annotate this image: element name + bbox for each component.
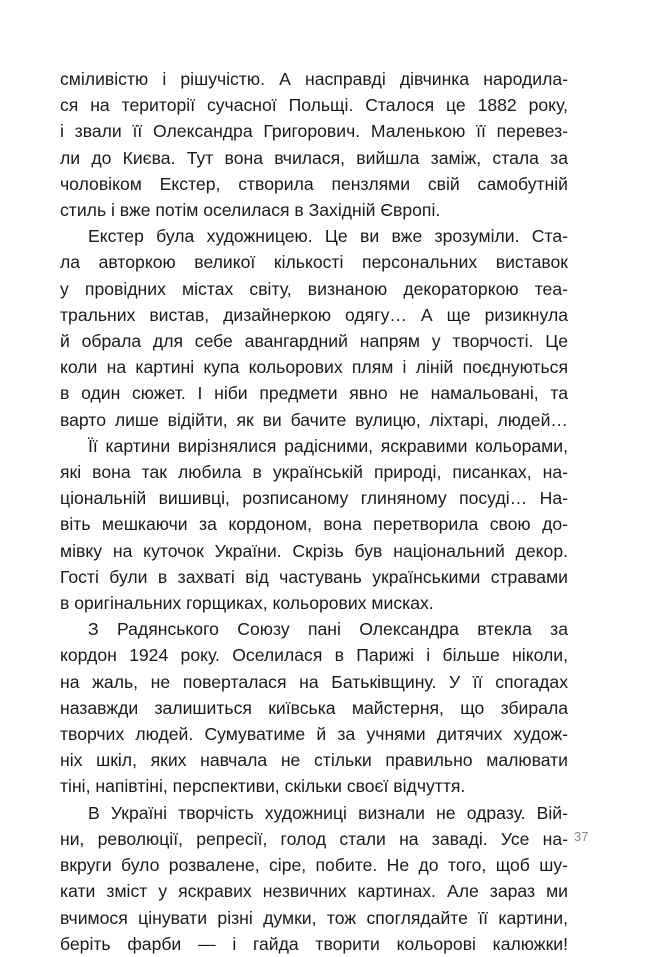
text-line: й обрала для себе авангардний напрям у творчості. Це — [60, 331, 568, 352]
text-line: творчих людей. Сумуватиме й за учнями дитячих худож- — [60, 724, 568, 745]
text-line: тіні, напівтіні, перспективи, скільки своєї відчуття. — [60, 776, 466, 797]
text-line: вчимося цінувати різні думки, тож споглядайте її картини, — [60, 907, 568, 928]
text-line: Екстер була художницею. Це ви вже зрозуміли. Ста- — [88, 226, 568, 247]
text-line: мівку на куточок України. Скрізь був національний декор. — [60, 540, 568, 561]
text-line: тральних вистав, дизайнеркою одягу… А ще ризикнула — [60, 304, 568, 325]
text-line: Гості були в захваті від частувань українськими стравами — [60, 566, 568, 587]
paragraph-2 — [60, 223, 568, 433]
text-line: на жаль, не поверталася на Батьківщину. У її спогадах — [60, 671, 568, 692]
text-line: варто лише відійти, як ви бачите вулицю, ліхтарі, людей… — [60, 409, 568, 430]
text-line: у провідних містах світу, визнаною декораторкою теа- — [60, 278, 568, 299]
text-line: беріть фарби — і гайда творити кольорові калюжки! — [60, 933, 568, 954]
page-number: 37 — [574, 829, 589, 844]
text-line: назавжди залишиться київська майстерня, що збирала — [60, 697, 568, 718]
text-line: ніх шкіл, яких навчала не стільки правильно малювати — [60, 750, 568, 771]
paragraph-3 — [60, 433, 568, 616]
text-line: ла авторкою великої кількості персональних виставок — [60, 252, 568, 273]
text-line: чоловіком Екстер, створила пензлями свій самобутній — [60, 173, 568, 194]
text-line: які вона так любила в українській природі, писанках, на- — [60, 462, 568, 483]
paragraph-1 — [60, 66, 568, 223]
text-line: кордон 1924 року. Оселилася в Парижі і більше ніколи, — [60, 645, 568, 666]
text-line: коли на картині купа кольорових плям і ліній поєднуються — [60, 357, 568, 378]
text-line: ся на території сучасної Польщі. Сталося це 1882 року, — [60, 95, 568, 116]
text-line: ли до Києва. Тут вона вчилася, вийшла заміж, стала за — [60, 147, 568, 168]
paragraph-5 — [60, 800, 568, 957]
paragraph-4 — [60, 616, 568, 799]
text-line: ціональній вишивці, розписаному глиняному посуді… На- — [60, 488, 568, 509]
text-line: Її картини вирізнялися радісними, яскравими кольорами, — [88, 435, 568, 456]
text-line: віть мешкаючи за кордоном, вона перетворила свою до- — [60, 514, 568, 535]
text-line: кати зміст у яскравих незвичних картинах. Але зараз ми — [60, 881, 568, 902]
text-line: в оригінальних горщиках, кольорових мисках. — [60, 593, 434, 614]
text-line: вкруги було розвалене, сіре, побите. Не до того, щоб шу- — [60, 855, 568, 876]
text-line: і звали її Олександра Григорович. Маленькою її перевез- — [60, 121, 568, 142]
text-line: стиль і вже потім оселилася в Західній Європі. — [60, 200, 441, 221]
text-line: сміливістю і рішучістю. А насправді дівчинка народила- — [60, 69, 568, 89]
text-line: В Україні творчість художниці визнали не одразу. Вій- — [88, 802, 568, 823]
body-text — [60, 66, 568, 957]
text-line: ни, революції, репресії, голод стали на заваді. Усе на- — [60, 828, 568, 849]
text-line: в один сюжет. І ніби предмети явно не намальовані, та — [60, 383, 568, 404]
text-line: З Радянського Союзу пані Олександра втекла за — [88, 619, 568, 640]
